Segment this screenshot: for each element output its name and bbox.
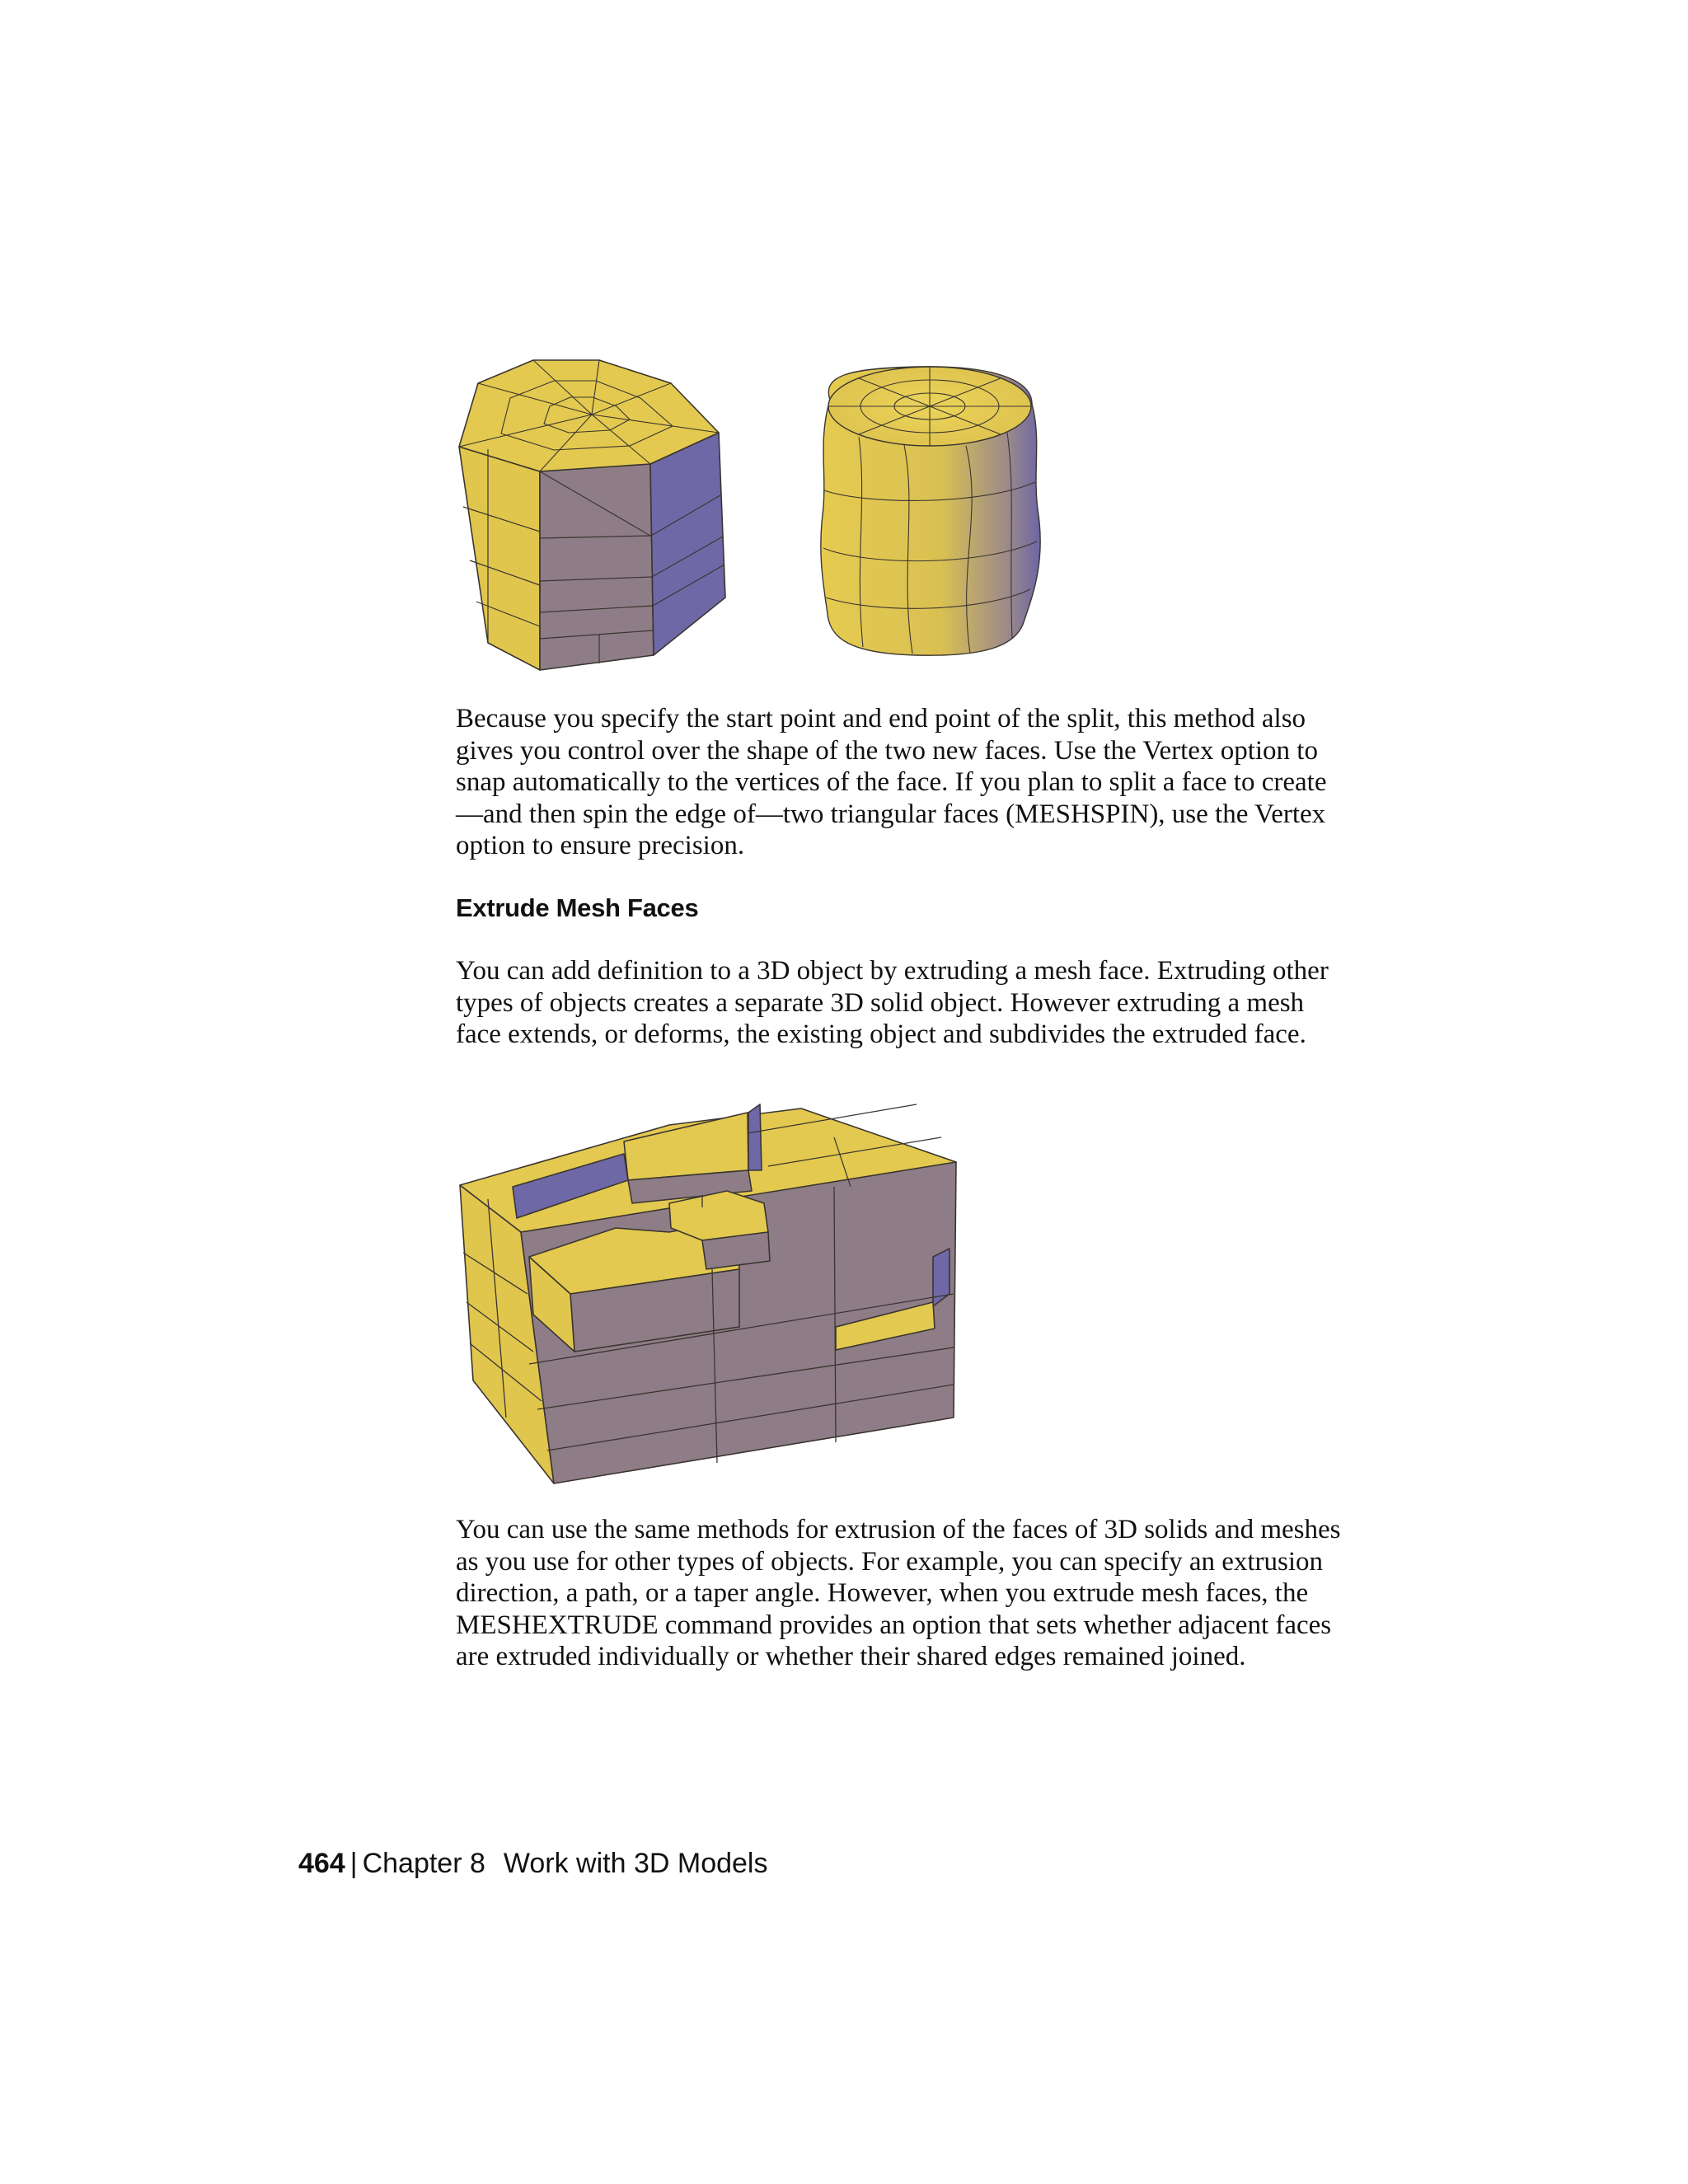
extruded-mesh-box-illustration xyxy=(455,1088,966,1500)
extrusion-methods-paragraph: You can use the same methods for extrusion of the faces of 3D solids and meshes as you use for other types of objects. For example, you can specify an extrusion direction, a path, or a taper angle. However, when you extrude mesh faces, the MESHEXTRUDE command provides an option that sets whether adjacent faces are extruded individually or whether their shared edges remained joined. xyxy=(456,1515,1341,1671)
section-heading: Extrude Mesh Faces xyxy=(456,893,699,922)
page-number: 464 xyxy=(298,1848,345,1879)
smooth-mesh-cylinder xyxy=(821,367,1040,655)
page-footer xyxy=(298,1848,767,1880)
extrude-intro-paragraph: You can add definition to a 3D object by extruding a mesh face. Extruding other types of objects creates a separate 3D solid object. However extruding a mesh face extends, or deforms, the existing object and subdivides the extruded face. xyxy=(456,956,1329,1049)
extruded-mesh-box-figure xyxy=(455,1088,966,1500)
mesh-shapes-illustration xyxy=(455,350,1081,680)
footer-separator: | xyxy=(349,1848,358,1879)
chapter-title: Work with 3D Models xyxy=(503,1848,768,1879)
extruded-mesh-box xyxy=(460,1104,956,1483)
octagonal-mesh-prism xyxy=(459,360,725,670)
split-method-paragraph: Because you specify the start point and end point of the split, this method also gives you control over the shape of the two new faces. Use the Vertex option to snap automatically to the vertices of the face. If you plan to split a face to create—and then spin the edge of—two triangular faces (MESHSPIN), use the Vertex option to ensure precision. xyxy=(456,704,1327,860)
chapter-label: Chapter 8 xyxy=(362,1848,485,1879)
mesh-shapes-figure xyxy=(455,350,1081,680)
